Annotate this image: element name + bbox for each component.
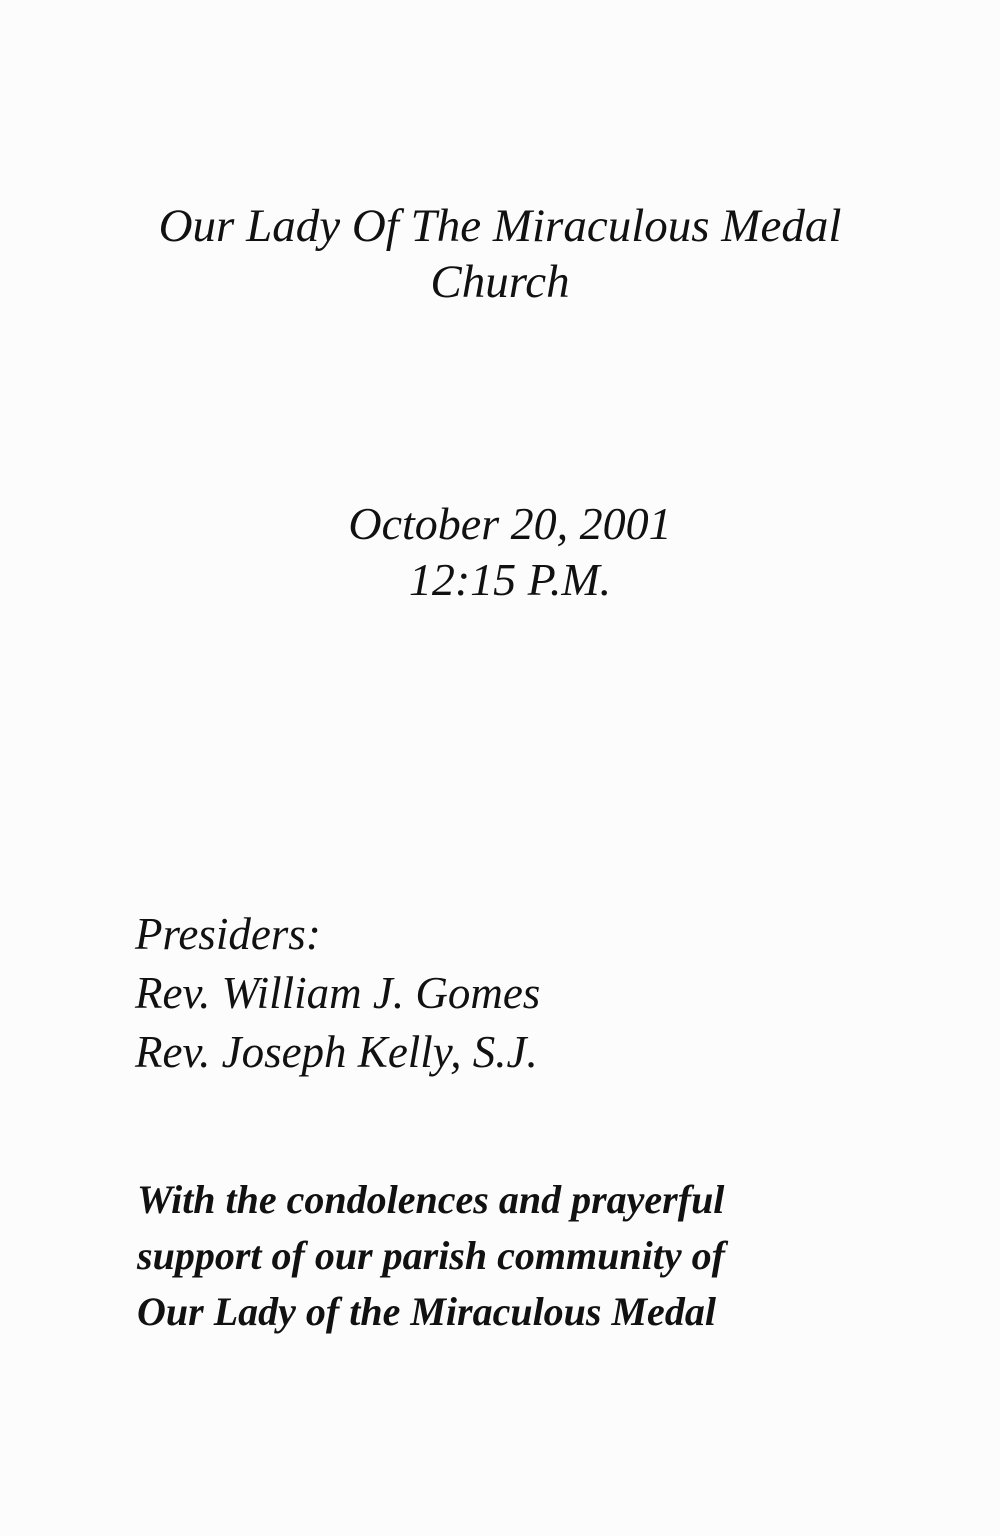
service-date: October 20, 2001: [348, 498, 672, 549]
church-name-line-2: Church: [430, 256, 570, 308]
condolences-line: Our Lady of the Miraculous Medal: [137, 1289, 716, 1334]
presider-name: Rev. William J. Gomes: [135, 968, 541, 1018]
church-name-line-1: Our Lady Of The Miraculous Medal: [158, 200, 842, 252]
presider-name: Rev. Joseph Kelly, S.J.: [135, 1027, 538, 1077]
service-datetime: [0, 496, 1000, 608]
condolences-message: [137, 1172, 725, 1340]
presiders-block: [135, 905, 540, 1082]
service-time: 12:15 P.M.: [408, 554, 612, 605]
condolences-line: support of our parish community of: [137, 1233, 725, 1278]
presiders-heading: Presiders:: [135, 909, 321, 959]
condolences-line: With the condolences and prayerful: [137, 1177, 725, 1222]
church-name: [0, 198, 1000, 310]
